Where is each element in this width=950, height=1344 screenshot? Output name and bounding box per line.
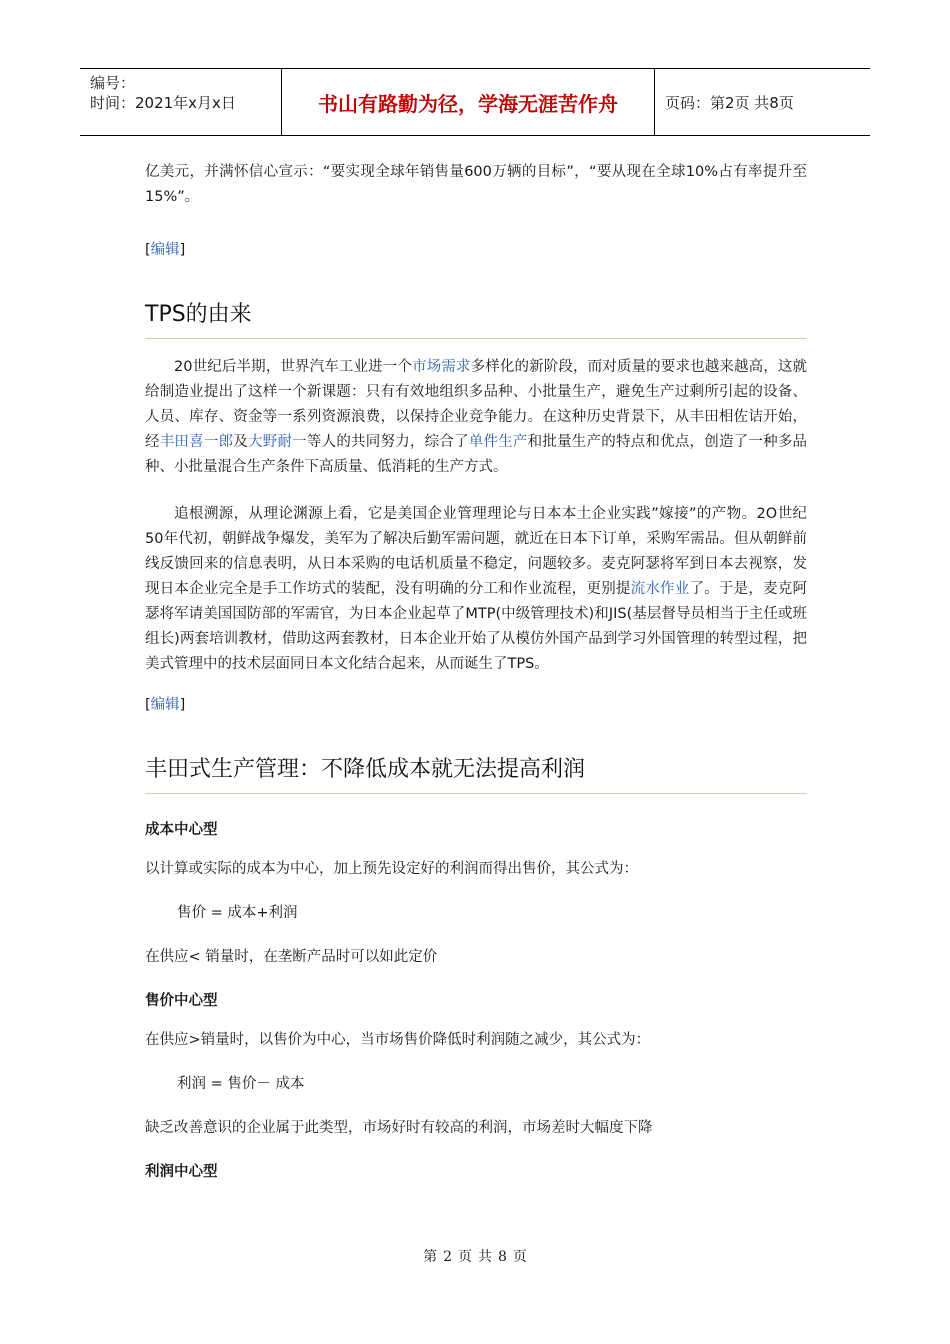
tps-paragraph-1: 20世纪后半期，世界汽车工业进一个市场需求多样化的新阶段，而对质量的要求也越来越高，这就给制造业提出了这样一个新课题：只有有效地组织多品种、小批量生产，避免生产过剩所引起的设备、人员、库存、资金等一系列资源浪费，以保持企业竞争能力。在这种历史背景下，从丰田相佐诘开始，经丰田喜一郎及大野耐一等人的共同努力，综合了单件生产和批量生产的特点和优点，创造了一种多品种、小批量混合生产条件下高质量、低消耗的生产方式。 xyxy=(145,359,808,475)
price-center-formula: 利润 = 售价－ 成本 xyxy=(177,1076,305,1092)
section-title-tps-origin: TPS的由来 xyxy=(145,297,807,339)
page-footer: 第 2 页 共 8 页 xyxy=(423,1249,527,1265)
number-label: 编号： xyxy=(90,74,136,92)
edit-link-1: [编辑] xyxy=(145,242,186,258)
link-assembly-line[interactable]: 流水作业 xyxy=(630,581,690,597)
header-motto: 书山有路勤为径，学海无涯苦作舟 xyxy=(282,69,655,135)
edit-link[interactable]: 编辑 xyxy=(150,697,180,713)
intro-paragraph: 亿美元，并满怀信心宣示：“要实现全球年销售量600万辆的目标”，“要从现在全球10%占有率提升至15%”。 xyxy=(145,164,807,205)
page-header xyxy=(80,68,870,136)
document-body xyxy=(145,160,807,1181)
cost-center-desc: 以计算或实际的成本为中心，加上预先设定好的利润而得出售价，其公式为： xyxy=(145,861,638,877)
heading-profit-center: 利润中心型 xyxy=(145,1164,218,1180)
link-ohno-taiichi[interactable]: 大野耐一 xyxy=(248,434,307,450)
edit-link[interactable]: 编辑 xyxy=(150,242,180,258)
price-center-desc: 在供应>销量时，以售价为中心，当市场售价降低时利润随之减少，其公式为： xyxy=(145,1032,651,1048)
header-page-info: 页码：第2页 共8页 xyxy=(665,93,794,112)
section-title-toyota-production: 丰田式生产管理：不降低成本就无法提高利润 xyxy=(145,752,807,794)
cost-center-formula: 售价 = 成本+利润 xyxy=(177,905,298,921)
heading-cost-center: 成本中心型 xyxy=(145,822,218,838)
header-meta xyxy=(80,69,282,135)
heading-price-center: 售价中心型 xyxy=(145,993,218,1009)
price-center-note: 缺乏改善意识的企业属于此类型，市场好时有较高的利润，市场差时大幅度下降 xyxy=(145,1120,653,1136)
time-label: 时间：2021年x月x日 xyxy=(90,94,236,112)
link-toyoda-kiichiro[interactable]: 丰田喜一郎 xyxy=(159,434,234,450)
edit-link-2: [编辑] xyxy=(145,697,186,713)
tps-paragraph-2: 追根溯源，从理论渊源上看，它是美国企业管理理论与日本本土企业实践”嫁接”的产物。2O世纪50年代初，朝鲜战争爆发，美军为了解决后勤军需问题，就近在日本下订单，采购军需品。但从朝鲜前线反馈回来的信息表明，从日本采购的电话机质量不稳定，问题较多。麦克阿瑟将军到日本去视察，发现日本企业完全是手工作坊式的装配，没有明确的分工和作业流程，更别提流水作业了。于是，麦克阿瑟将军请美国国防部的军需官，为日本企业起草了MTP(中级管理技术)和JIS(基层督导员相当于主任或班组长)两套培训教材，借助这两套教材，日本企业开始了从模仿外国产品到学习外国管理的转型过程，把美式管理中的技术层面同日本文化结合起来，从而诞生了TPS。 xyxy=(145,506,808,672)
cost-center-note: 在供应< 销量时，在垄断产品时可以如此定价 xyxy=(145,949,438,965)
link-single-piece-production[interactable]: 单件生产 xyxy=(468,434,528,450)
link-market-demand[interactable]: 市场需求 xyxy=(412,359,471,375)
